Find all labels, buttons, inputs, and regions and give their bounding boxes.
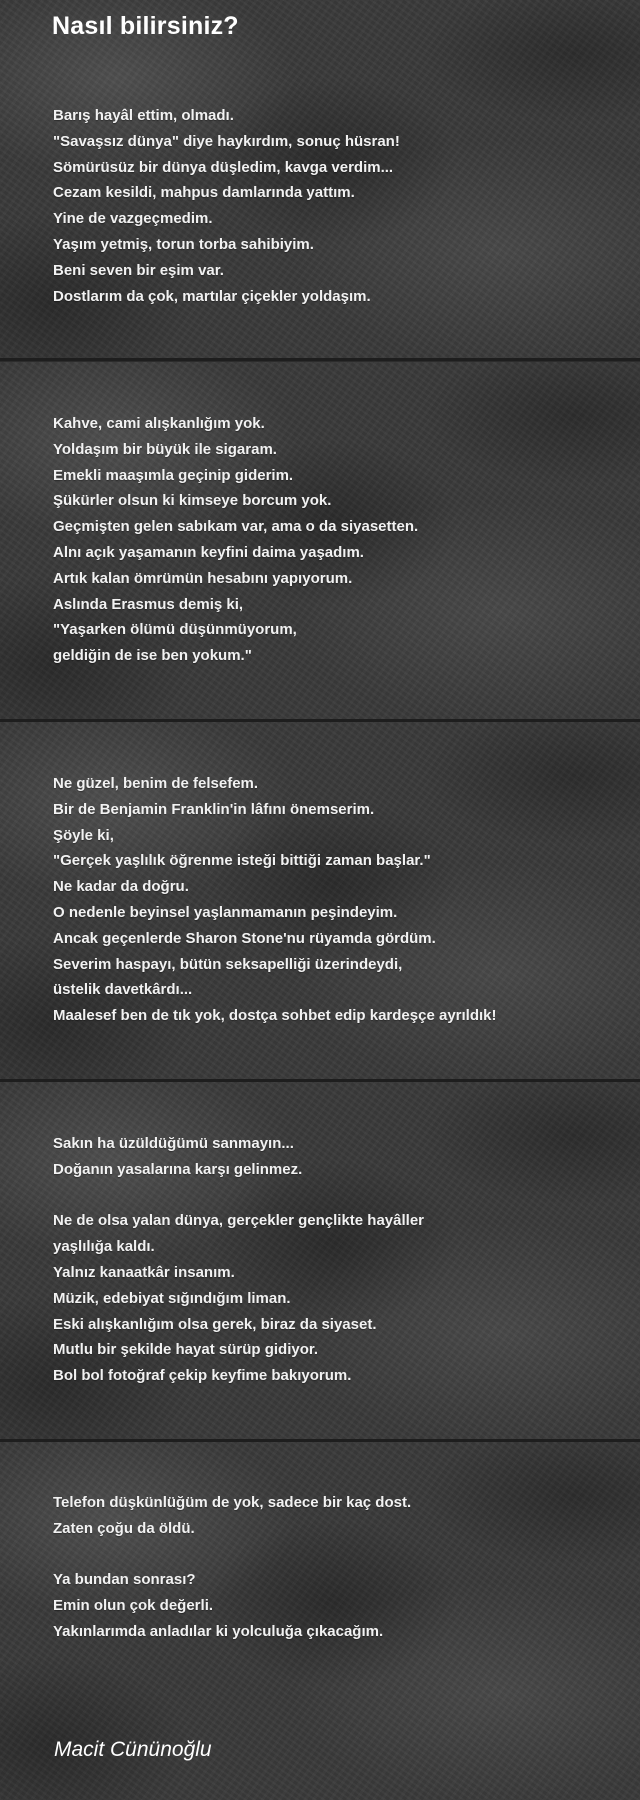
poem-author: Macit Cününoğlu <box>54 1738 212 1761</box>
poem-line: yaşlılığa kaldı. <box>53 1238 155 1256</box>
poem-line: Yalnız kanaatkâr insanım. <box>53 1263 235 1281</box>
poem-line: Aslında Erasmus demiş ki, <box>53 595 244 613</box>
poem-line: Ne de olsa yalan dünya, gerçekler gençlikte hayâller <box>53 1212 425 1230</box>
poem-line: Beni seven bir eşim var. <box>53 261 224 279</box>
poem-line: Müzik, edebiyat sığındığım liman. <box>53 1289 291 1307</box>
poem-line: Yoldaşım bir büyük ile sigaram. <box>53 440 277 458</box>
poem-line: "Savaşsız dünya" diye haykırdım, sonuç hüsran! <box>53 132 400 150</box>
poem-line: Telefon düşkünlüğüm de yok, sadece bir kaç dost. <box>53 1494 412 1511</box>
blank-line <box>53 1542 623 1568</box>
poem-line: Sömürüsüz bir dünya düşledim, kavga verdim... <box>53 158 394 176</box>
poem-line: Artık kalan ömrümün hesabını yapıyorum. <box>53 569 353 587</box>
poem-line: Şükürler olsun ki kimseye borcum yok. <box>53 492 332 510</box>
poem-line: Bir de Benjamin Franklin'in lâfını önemserim. <box>53 800 375 818</box>
blank-line <box>53 1183 623 1209</box>
poem-line: Cezam kesildi, mahpus damlarında yattım. <box>53 184 355 202</box>
poem-line: "Gerçek yaşlılık öğrenme isteği bittiği zaman başlar." <box>53 852 431 870</box>
poem-line: Geçmişten gelen sabıkam var, ama o da siyasetten. <box>53 518 419 536</box>
poem-line: Kahve, cami alışkanlığım yok. <box>53 415 265 432</box>
poem-line: Ne güzel, benim de felsefem. <box>53 775 259 792</box>
poem-line: O nedenle beyinsel yaşlanmamanın peşindeyim. <box>53 903 398 921</box>
stanza-2 <box>53 411 623 669</box>
poem-title: Nasıl bilirsiniz? <box>52 12 239 40</box>
poem-line: Emekli maaşımla geçinip giderim. <box>53 466 294 484</box>
poem-line: Sakın ha üzüldüğümü sanmayın... <box>53 1135 294 1152</box>
stanza-1 <box>53 103 623 309</box>
poem-line: Ancak geçenlerde Sharon Stone'nu rüyamda gördüm. <box>53 929 436 947</box>
poem-line: Emin olun çok değerli. <box>53 1597 214 1615</box>
poem-line: Ne kadar da doğru. <box>53 878 189 896</box>
poem-line: Mutlu bir şekilde hayat sürüp gidiyor. <box>53 1341 319 1359</box>
poem-line: Ya bundan sonrası? <box>53 1571 196 1589</box>
stanza-3 <box>53 771 623 1029</box>
poem-line: Doğanın yasalarına karşı gelinmez. <box>53 1160 303 1178</box>
poem-line: "Yaşarken ölümü düşünmüyorum, <box>53 621 297 639</box>
poem-line: Severim haspayı, bütün seksapelliği üzerindeydi, <box>53 955 403 973</box>
poem-line: Yakınlarımda anladılar ki yolculuğa çıkacağım. <box>53 1622 384 1640</box>
stanza-4 <box>53 1131 623 1389</box>
poem-line: Barış hayâl ettim, olmadı. <box>53 107 234 124</box>
poem-line: Şöyle ki, <box>53 826 114 844</box>
poem-line: Bol bol fotoğraf çekip keyfime bakıyorum. <box>53 1367 352 1385</box>
poem-line: Eski alışkanlığım olsa gerek, biraz da siyaset. <box>53 1315 377 1333</box>
poem-line: üstelik davetkârdı... <box>53 981 193 999</box>
poem-line: Dostlarım da çok, martılar çiçekler yoldaşım. <box>53 287 371 305</box>
poem-line: geldiğin de ise ben yokum." <box>53 647 252 665</box>
poem-line: Yine de vazgeçmedim. <box>53 210 213 228</box>
poem-line: Maalesef ben de tık yok, dostça sohbet edip kardeşçe ayrıldık! <box>53 1007 497 1025</box>
poem-line: Alnı açık yaşamanın keyfini daima yaşadım. <box>53 543 364 561</box>
poem-line: Zaten çoğu da öldü. <box>53 1519 195 1537</box>
poem-line: Yaşım yetmiş, torun torba sahibiyim. <box>53 235 314 253</box>
panel-divider <box>0 358 640 361</box>
stanza-5 <box>53 1490 623 1645</box>
